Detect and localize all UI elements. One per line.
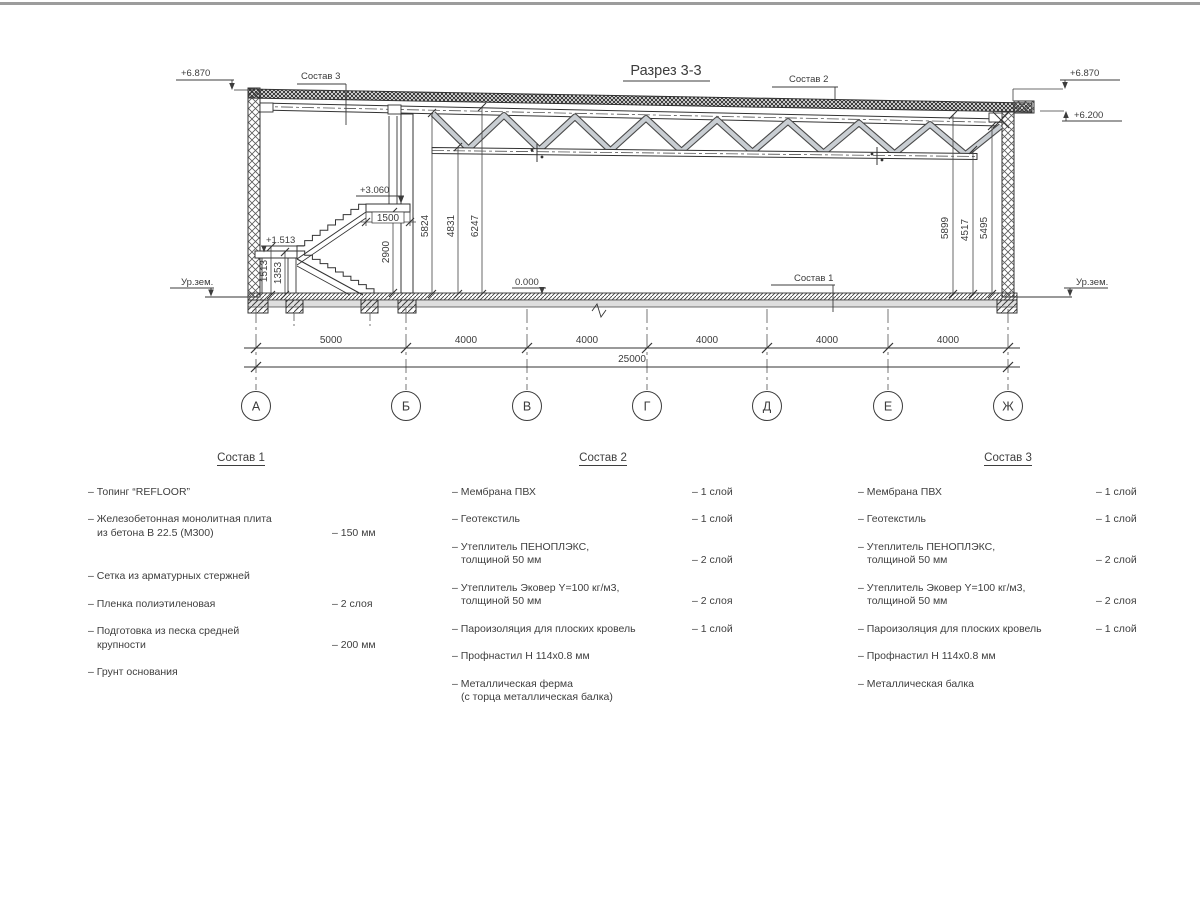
axis-bubble-d: Д: [762, 399, 772, 414]
list-item: [88, 666, 394, 680]
item-text: – Пароизоляция для плоских кровель: [858, 622, 1042, 635]
dim-height-1353: 1353: [273, 261, 284, 285]
elevation-top-left: +6.870: [181, 68, 211, 79]
item-text: – Металлическая балка: [858, 677, 974, 690]
axis-bubble-b: Б: [401, 399, 411, 414]
dim-span-3: 4000: [575, 335, 599, 346]
elevation-roof-right: +6.200: [1074, 110, 1104, 121]
item-text: – Пленка полиэтиленовая: [88, 597, 216, 610]
dim-total: 25000: [618, 354, 646, 365]
item-note: – 1 слой: [1096, 485, 1137, 498]
composition-2-title: Состав 2: [579, 452, 627, 464]
axis-bubble-g: Г: [643, 399, 651, 414]
item-text: – Геотекстиль: [858, 513, 926, 525]
list-item: [452, 541, 754, 568]
list-item: [452, 678, 754, 705]
item-text: – Мембрана ПВХ: [452, 485, 536, 498]
lower-flight-stringer: [297, 266, 350, 295]
list-item: [88, 625, 394, 652]
list-item: [88, 486, 394, 500]
item-text: – Железобетонная монолитная плита: [88, 513, 272, 525]
leader-comp3: Состав 3: [301, 71, 341, 82]
item-note: – 2 слоя: [1096, 595, 1137, 607]
list-item: [858, 541, 1158, 568]
foundation-pad: [997, 300, 1017, 313]
dim-height-6247: 6247: [470, 214, 481, 238]
item-text: – Профнастил Н 114х0.8 мм: [452, 650, 590, 662]
composition-3-title: Состав 3: [984, 452, 1032, 464]
dim-height-4517: 4517: [960, 218, 971, 242]
list-item: [858, 678, 1158, 692]
dim-height-1513: 1513: [259, 259, 270, 283]
right-wall: [1002, 112, 1014, 297]
foundation-pad: [361, 300, 378, 313]
beam-corbel-left: [260, 103, 273, 112]
item-text: – Утеплитель ПЕНОПЛЭКС,: [452, 540, 590, 553]
splice-bolt: [881, 159, 884, 162]
ground-level-left: Ур.зем.: [181, 277, 214, 288]
list-item: [88, 570, 394, 584]
list-item: [858, 486, 1158, 500]
splice-bolt: [541, 156, 544, 159]
item-text: – Утеплитель Эковер Y=100 кг/м3,: [858, 581, 1026, 594]
item-note: – 1 слой: [692, 513, 733, 525]
axis-bubble-a: А: [251, 399, 261, 414]
item-note: – 2 слоя: [692, 595, 733, 607]
ground-level-right: Ур.зем.: [1076, 277, 1109, 288]
item-text: – Утеплитель ПЕНОПЛЭКС,: [858, 540, 996, 553]
leader-comp1: Состав 1: [794, 273, 834, 284]
item-text2: толщиной 50 мм: [867, 595, 948, 607]
item-text: – Геотекстиль: [452, 513, 520, 525]
dim-span-1: 5000: [319, 335, 343, 346]
axis-bubble-v: В: [522, 399, 532, 414]
section-drawing: [0, 0, 1200, 440]
item-text: – Пароизоляция для плоских кровель: [452, 622, 636, 635]
item-text2: из бетона В 22.5 (М300): [97, 526, 214, 539]
item-note: – 200 мм: [332, 638, 376, 651]
axis-bubble-e: Е: [883, 399, 893, 414]
list-item: [858, 513, 1158, 527]
item-note: – 2 слоя: [332, 597, 373, 610]
roof-end-cap: [1014, 101, 1034, 113]
list-item: [88, 598, 394, 612]
axis-bubble-zh: Ж: [1002, 399, 1014, 414]
composition-list-2: [452, 452, 754, 705]
dim-height-5495: 5495: [979, 216, 990, 240]
foundation-pad: [286, 300, 303, 313]
elevation-floor: 0.000: [515, 277, 539, 288]
list-item: [858, 650, 1158, 664]
composition-list-1: [88, 452, 394, 680]
list-item: [88, 513, 394, 540]
composition-1-title: Состав 1: [217, 452, 265, 464]
item-text: – Топинг “REFLOOR”: [88, 485, 191, 498]
dim-span-5: 4000: [815, 335, 839, 346]
dim-width-1500: 1500: [376, 213, 400, 224]
dim-height-5899: 5899: [940, 216, 951, 240]
item-note: – 1 слой: [1096, 622, 1137, 635]
list-item: [452, 582, 754, 609]
list-item: [858, 582, 1158, 609]
dim-height-4831: 4831: [446, 214, 457, 238]
dim-span-6: 4000: [936, 335, 960, 346]
list-item: [452, 650, 754, 664]
dim-height-2900: 2900: [381, 240, 392, 264]
item-text2: толщиной 50 мм: [461, 595, 542, 607]
item-text: – Металлическая ферма: [452, 677, 573, 690]
item-text: – Грунт основания: [88, 666, 178, 678]
upper-landing: [366, 204, 410, 212]
elevation-landing-mid: +1.513: [266, 235, 296, 246]
item-note: – 2 слой: [692, 554, 733, 566]
list-item: [452, 486, 754, 500]
foundation-pad: [248, 300, 268, 313]
section-title: Разрез 3-3: [630, 63, 702, 79]
item-note: – 150 мм: [332, 526, 376, 539]
lower-flight-stringer: [297, 259, 363, 295]
upper-flight-steps: [297, 204, 366, 251]
floor: [205, 293, 1072, 327]
item-text: – Профнастил Н 114х0.8 мм: [858, 650, 996, 662]
splice-bolt: [871, 153, 874, 156]
item-text2: (с торца металлическая балка): [461, 691, 613, 703]
item-text: – Сетка из арматурных стержней: [88, 570, 250, 582]
item-note: – 1 слой: [692, 485, 733, 498]
beam-corbel-mid: [388, 105, 401, 114]
composition-list-3: [858, 452, 1158, 691]
elevation-top-right: +6.870: [1070, 68, 1100, 79]
upper-flight-stringer: [297, 212, 366, 259]
item-text: – Мембрана ПВХ: [858, 485, 942, 498]
item-text: – Утеплитель Эковер Y=100 кг/м3,: [452, 581, 620, 594]
dim-span-2: 4000: [454, 335, 478, 346]
list-item: [452, 513, 754, 527]
foundation-pad: [398, 300, 416, 313]
floor-slab-top: [248, 293, 1017, 300]
splice-bolt: [531, 149, 534, 152]
item-note: – 2 слой: [1096, 554, 1137, 566]
grid-axes: [242, 309, 1023, 421]
dim-height-5824: 5824: [420, 214, 431, 238]
item-text: – Подготовка из песка средней: [88, 625, 240, 637]
leader-comp2: Состав 2: [789, 74, 829, 85]
item-text2: толщиной 50 мм: [461, 554, 542, 566]
item-note: – 1 слой: [692, 622, 733, 635]
list-item: [858, 623, 1158, 637]
item-text2: толщиной 50 мм: [867, 554, 948, 566]
list-item: [452, 623, 754, 637]
item-note: – 1 слой: [1096, 513, 1137, 525]
elevation-landing-upper: +3.060: [360, 185, 390, 196]
dim-span-4: 4000: [695, 335, 719, 346]
mid-landing: [255, 251, 297, 258]
item-text2: крупности: [97, 638, 146, 651]
